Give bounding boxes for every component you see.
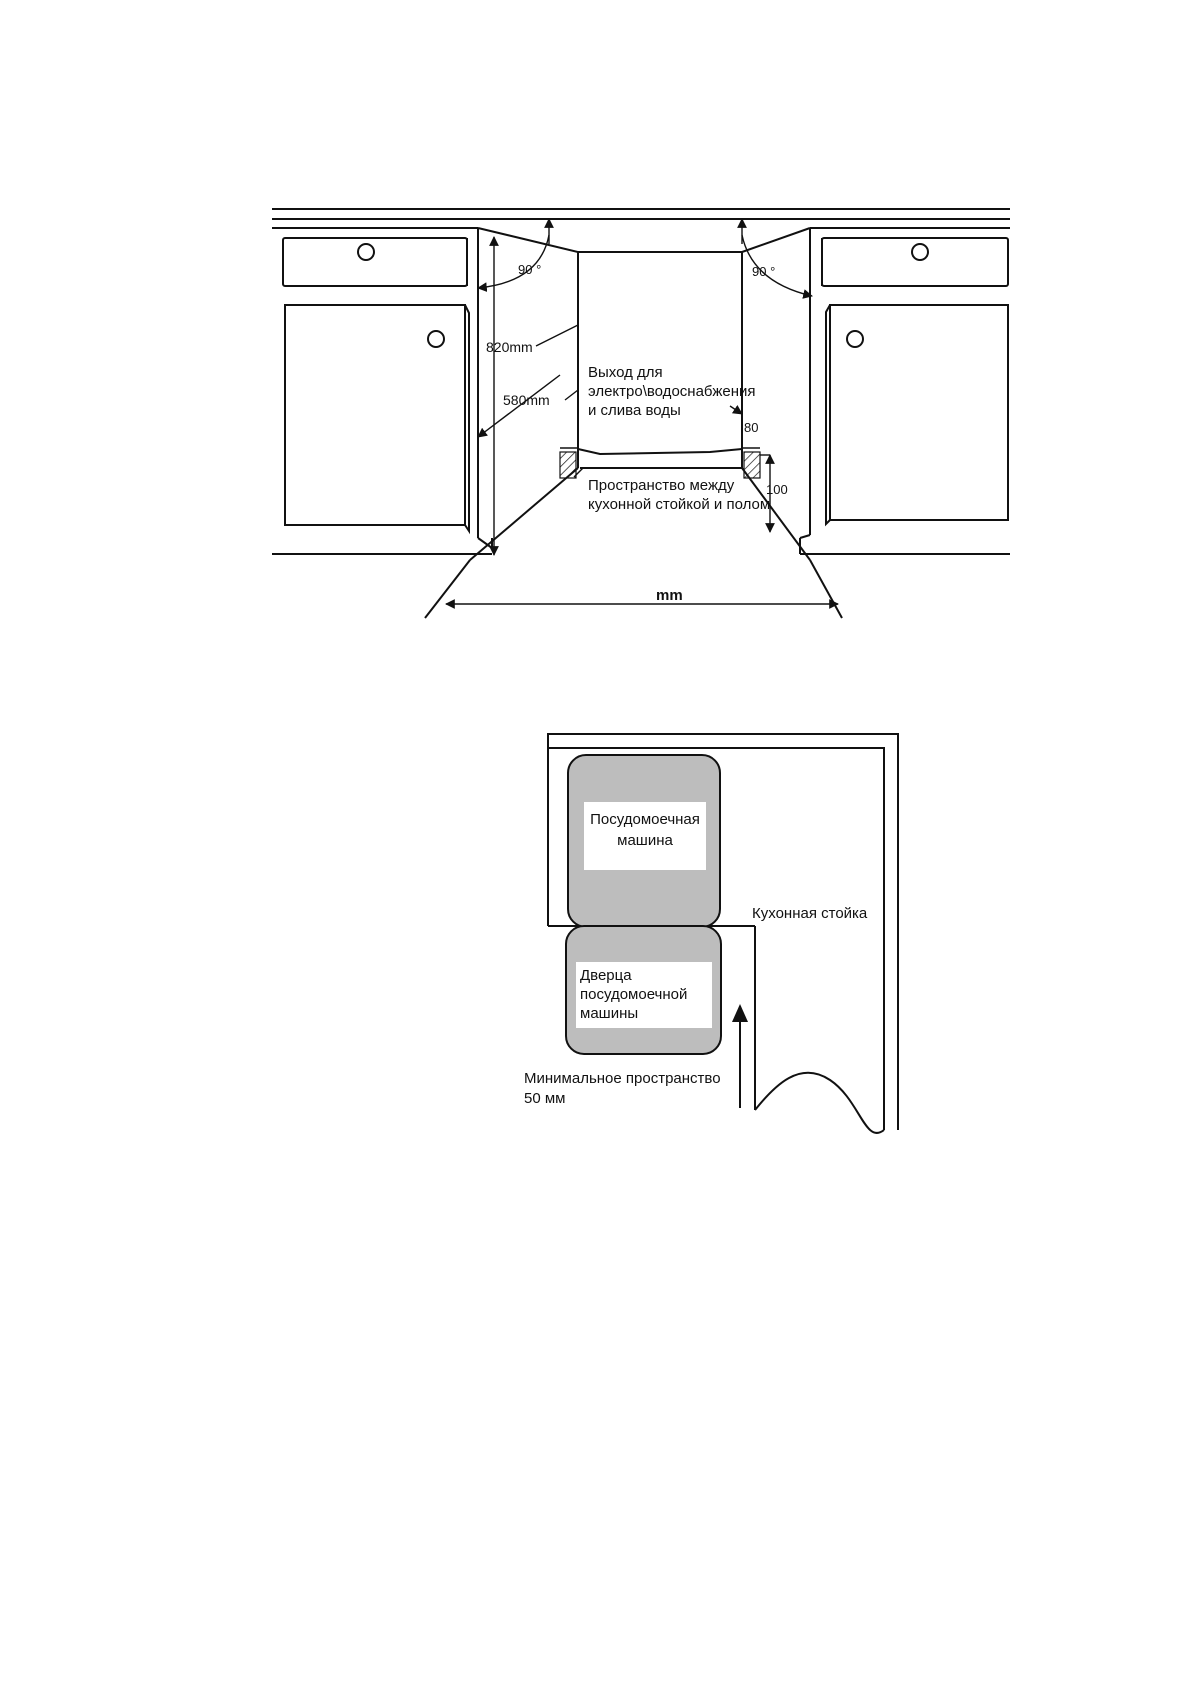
depth-dimension-label: 580mm [503, 392, 550, 408]
arrow-up-icon [732, 1004, 748, 1022]
door-label-line-2: посудомоечной [580, 986, 688, 1003]
outlet-note-line-3: и слива воды [588, 402, 681, 419]
dishwasher-door-block [566, 926, 721, 1054]
dishwasher-block [568, 755, 720, 927]
min-space-label-line-2: 50 мм [524, 1090, 566, 1107]
angle-left-label: 90 ° [518, 262, 542, 277]
width-unit-label: mm [656, 587, 683, 604]
dishwasher-label-line-2: машина [617, 832, 673, 849]
height-dimension-label: 820mm [486, 339, 533, 355]
dimension-100-label: 100 [766, 482, 788, 497]
dimension-80-label: 80 [744, 420, 759, 435]
gap-note-line-1: Пространство между [588, 477, 735, 494]
door-label-line-3: машины [580, 1005, 639, 1022]
cabinet-front-diagram [272, 209, 1010, 618]
left-cabinet [272, 228, 492, 554]
outlet-note-line-2: электро\водоснабжения [588, 383, 756, 400]
counter-label: Кухонная стойка [752, 905, 868, 922]
left-plinth-hatch [560, 452, 576, 478]
angle-right-label: 90 ° [752, 264, 776, 279]
right-cabinet [800, 228, 1010, 554]
countertop [272, 209, 1010, 228]
door-label-line-1: Дверца [580, 967, 632, 984]
gap-note-line-2: кухонной стойкой и полом [588, 496, 771, 513]
outlet-note-line-1: Выход для [588, 364, 663, 381]
corner-clearance-diagram [524, 734, 898, 1133]
dishwasher-label-line-1: Посудомоечная [590, 811, 700, 828]
min-space-label-line-1: Минимальное пространство [524, 1070, 721, 1087]
